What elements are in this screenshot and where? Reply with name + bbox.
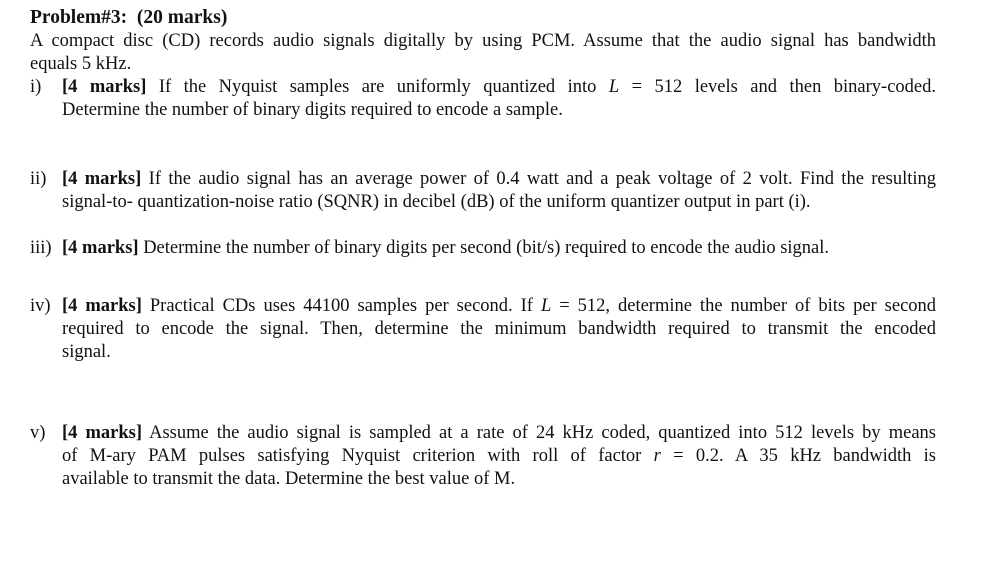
part-ii-text: If the audio signal has an average power of 0.4 watt and a peak voltage of 2 volt. Find the resulting <box>148 169 937 189</box>
part-v-text-b: = 0.2. A 35 kHz bandwidth is <box>673 446 937 466</box>
part-iv <box>30 295 936 364</box>
part-ii-marks: [4 marks] <box>62 169 142 189</box>
problem-heading <box>30 6 936 30</box>
part-ii-line-1 <box>62 168 936 191</box>
part-iv-text-b: = 512, determine the number of bits per second <box>559 296 937 316</box>
part-v-variable: r <box>653 446 661 466</box>
part-i-text-a: If the Nyquist samples are uniformly quantized into <box>158 77 597 97</box>
part-v-text-a: of M-ary PAM pulses satisfying Nyquist criterion with roll of factor <box>62 446 642 466</box>
part-iv-text-a: Practical CDs uses 44100 samples per second. If <box>149 296 533 316</box>
part-v <box>30 422 936 491</box>
part-iv-number: iv) <box>30 296 51 316</box>
problem-intro <box>30 30 936 76</box>
part-iv-variable: L <box>540 296 552 316</box>
problem-marks: (20 marks) <box>136 7 228 28</box>
part-v-number: v) <box>30 423 46 443</box>
intro-line-1: A compact disc (CD) records audio signals digitally by using PCM. Assume that the audio signal has bandwidth <box>30 31 936 51</box>
part-v-line-1 <box>62 422 936 445</box>
part-ii-line-2: signal-to- quantization-noise ratio (SQNR) in decibel (dB) of the uniform quantizer output in part (i). <box>62 192 811 212</box>
part-ii-number: ii) <box>30 169 47 189</box>
part-v-text: Assume the audio signal is sampled at a rate of 24 kHz coded, quantized into 512 levels by means <box>149 423 937 443</box>
part-v-line-3: available to transmit the data. Determine the best value of M. <box>62 469 516 489</box>
part-iv-line-3: signal. <box>62 342 111 362</box>
part-iv-line-2: required to encode the signal. Then, determine the minimum bandwidth required to transmit the encoded <box>62 319 936 339</box>
part-iii-line-1 <box>62 238 829 258</box>
part-iv-line-1 <box>62 295 936 318</box>
part-iii-marks: [4 marks] <box>62 238 139 258</box>
part-i-line-2: Determine the number of binary digits required to encode a sample. <box>62 100 563 120</box>
part-iii <box>30 237 936 260</box>
part-i-marks: [4 marks] <box>62 77 147 97</box>
intro-line-2: equals 5 kHz. <box>30 54 132 74</box>
part-i-variable: L <box>608 77 620 97</box>
problem-page <box>30 6 936 491</box>
part-i-line-1 <box>62 76 936 99</box>
part-iv-marks: [4 marks] <box>62 296 142 316</box>
part-iii-number: iii) <box>30 238 52 258</box>
part-v-marks: [4 marks] <box>62 423 143 443</box>
part-v-line-2 <box>62 445 936 468</box>
problem-title: Problem#3: <box>30 7 128 28</box>
part-ii <box>30 168 936 214</box>
part-i-number: i) <box>30 77 42 97</box>
part-i-text-b: = 512 levels and then binary-coded. <box>631 77 936 97</box>
part-i <box>30 76 936 122</box>
part-iii-text: Determine the number of binary digits per second (bit/s) required to encode the audio signal. <box>143 238 830 258</box>
